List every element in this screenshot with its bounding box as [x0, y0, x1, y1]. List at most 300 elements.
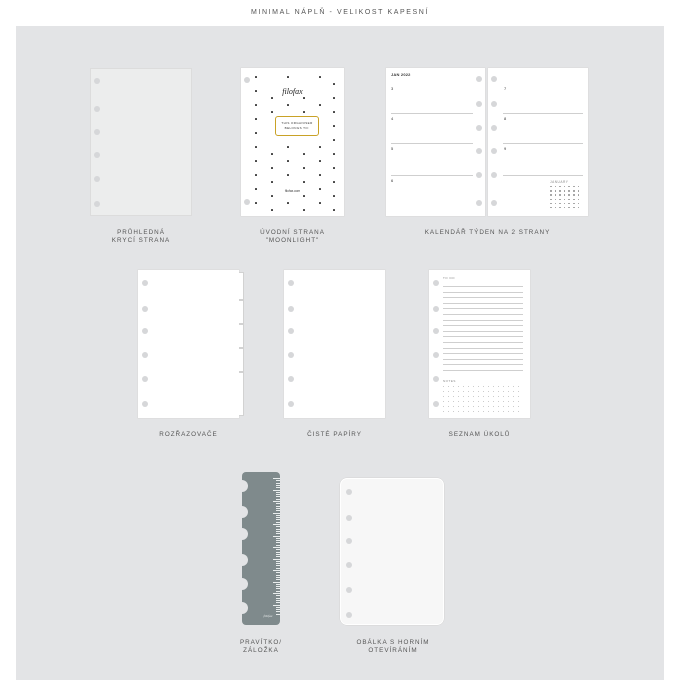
day-number: 5 — [391, 146, 394, 151]
ruler-body — [242, 472, 280, 625]
notes-dot — [518, 391, 519, 392]
notes-heading: NOTES — [443, 379, 456, 383]
ruler-tick — [276, 600, 280, 601]
star-dot — [271, 195, 273, 197]
ruler-tick — [276, 563, 280, 564]
week-calendar-caption: KALENDÁŘ TÝDEN NA 2 STRANY — [424, 229, 551, 236]
notes-dot — [448, 386, 449, 387]
todo-line — [443, 336, 523, 337]
notes-dot — [443, 386, 444, 387]
ring-hole — [476, 101, 482, 107]
ring-hole — [433, 401, 439, 407]
notes-dot — [508, 401, 509, 402]
envelope-caption — [332, 639, 454, 655]
star-dot — [333, 83, 335, 85]
ruler-tick — [276, 519, 280, 520]
notes-dot — [473, 386, 474, 387]
notes-dot — [518, 396, 519, 397]
week-calendar-left-page — [386, 68, 485, 216]
ring-hole — [288, 280, 294, 286]
todo-line — [443, 292, 523, 293]
ruler-tick — [276, 503, 280, 504]
mini-calendar-cell — [568, 194, 570, 195]
mini-calendar-cell — [559, 190, 561, 191]
caption-line: OBÁLKA S HORNÍM — [356, 639, 430, 646]
ruler-tick — [276, 483, 280, 484]
ring-hole — [94, 106, 100, 112]
ruler-tick — [276, 565, 280, 566]
star-dot — [287, 104, 289, 106]
star-dot — [333, 125, 335, 127]
notes-dot — [468, 391, 469, 392]
notes-dot — [488, 401, 489, 402]
notes-dot — [478, 386, 479, 387]
todo-list-sheet — [429, 270, 530, 418]
ruler-tick — [276, 492, 280, 493]
ring-hole — [433, 376, 439, 382]
ruler-tick — [276, 602, 280, 603]
notes-dot — [453, 411, 454, 412]
star-dot — [287, 160, 289, 162]
mini-calendar-cell — [550, 207, 552, 208]
week-calendar-item[interactable] — [386, 68, 589, 218]
ruler-tick — [276, 609, 280, 610]
mini-calendar-cell — [564, 190, 566, 191]
mini-calendar-cell — [564, 186, 566, 187]
ruler-tick — [276, 540, 280, 541]
ruler-tick — [276, 499, 280, 500]
notes-dot — [503, 411, 504, 412]
caption-line: PRAVÍTKO/ — [239, 639, 283, 646]
notes-dot — [468, 396, 469, 397]
mini-calendar-cell — [555, 190, 557, 191]
ring-hole — [491, 172, 497, 178]
ring-hole — [491, 101, 497, 107]
star-dot — [333, 139, 335, 141]
mini-calendar-cell — [550, 203, 552, 204]
mini-calendar-cell — [555, 207, 557, 208]
ruler-tick — [273, 478, 280, 479]
notes-dot — [473, 401, 474, 402]
todo-line — [443, 320, 523, 321]
ruler-tick — [276, 588, 280, 589]
ring-hole — [346, 515, 352, 521]
notes-dot — [483, 396, 484, 397]
ruler-tick — [273, 582, 280, 583]
notes-dot — [473, 396, 474, 397]
ruler-tick — [276, 494, 280, 495]
star-dot — [271, 111, 273, 113]
star-dot — [333, 181, 335, 183]
notes-dot — [488, 411, 489, 412]
todo-line — [443, 364, 523, 365]
ruler-tick — [276, 517, 280, 518]
ruler-tick — [273, 559, 280, 560]
notes-dot — [448, 396, 449, 397]
mini-calendar-cell — [578, 207, 580, 208]
mini-calendar-cell — [550, 186, 552, 187]
page-title: MINIMAL NÁPLŇ - VELIKOST KAPESNÍ — [250, 9, 429, 16]
notes-dot — [518, 401, 519, 402]
calendar-month-heading: JAN 2022 — [391, 72, 411, 77]
todo-line — [443, 359, 523, 360]
ring-notch — [236, 528, 248, 540]
ruler-tick — [276, 487, 280, 488]
notes-dot — [503, 401, 504, 402]
ruler-tick — [273, 605, 280, 606]
ring-hole — [142, 352, 148, 358]
notes-dot — [453, 406, 454, 407]
ring-hole — [94, 78, 100, 84]
star-dot — [303, 181, 305, 183]
ring-hole — [244, 199, 250, 205]
ruler-tick — [276, 496, 280, 497]
ring-hole — [94, 152, 100, 158]
ring-hole — [433, 306, 439, 312]
star-dot — [319, 104, 321, 106]
ruler-tick — [273, 593, 280, 594]
ring-hole — [94, 176, 100, 182]
ruler-tick — [276, 542, 280, 543]
divider-sheet — [138, 270, 239, 418]
todo-line — [443, 297, 523, 298]
star-dot — [333, 153, 335, 155]
divider-tab — [239, 300, 244, 324]
mini-calendar-cell — [573, 207, 575, 208]
ruler-tick — [276, 508, 280, 509]
owner-label-line2: BELONGS TO: — [284, 126, 310, 130]
notes-dot — [453, 391, 454, 392]
ruler-tick — [276, 538, 280, 539]
ring-hole — [476, 148, 482, 154]
ring-hole — [346, 612, 352, 618]
todo-line — [443, 353, 523, 354]
day-number: 4 — [391, 116, 394, 121]
plain-paper-item[interactable] — [284, 270, 385, 420]
mini-calendar-cell — [573, 186, 575, 187]
notes-dot — [493, 396, 494, 397]
ruler-tick — [273, 536, 280, 537]
notes-dot — [463, 406, 464, 407]
star-dot — [271, 181, 273, 183]
star-dot — [287, 146, 289, 148]
star-dot — [303, 195, 305, 197]
notes-dot — [508, 396, 509, 397]
notes-dot — [513, 406, 514, 407]
mini-calendar-cell — [555, 199, 557, 200]
product-panel — [16, 26, 664, 680]
ring-hole — [476, 172, 482, 178]
ring-hole — [346, 489, 352, 495]
star-dot — [255, 202, 257, 204]
notes-dot — [493, 391, 494, 392]
notes-dot — [468, 401, 469, 402]
todo-line — [443, 286, 523, 287]
moonlight-intro-sheet — [241, 68, 344, 216]
ruler-tick — [273, 524, 280, 525]
day-divider — [503, 175, 583, 176]
caption-line: OTEVÍRÁNÍM — [368, 647, 418, 654]
envelope-sheet — [340, 478, 444, 625]
todo-list-item[interactable] — [429, 270, 530, 420]
star-dot — [271, 167, 273, 169]
day-divider — [391, 113, 473, 114]
todo-list-caption: SEZNAM ÚKOLŮ — [448, 431, 511, 438]
plain-paper-caption: ČISTÉ PAPÍRY — [307, 431, 362, 438]
notes-dot — [498, 391, 499, 392]
mini-calendar-cell — [550, 194, 552, 195]
notes-dot — [458, 396, 459, 397]
notes-dot — [498, 386, 499, 387]
ruler-brand: filofax — [263, 614, 273, 618]
notes-dot — [463, 386, 464, 387]
star-dot — [255, 118, 257, 120]
notes-dot — [503, 391, 504, 392]
mini-calendar-cell — [559, 194, 561, 195]
star-dot — [303, 209, 305, 211]
mini-calendar-cell — [573, 199, 575, 200]
mini-calendar-cell — [573, 194, 575, 195]
notes-dot — [493, 406, 494, 407]
ruler-tick — [273, 490, 280, 491]
mini-calendar-cell — [578, 194, 580, 195]
mini-calendar-cell — [568, 207, 570, 208]
notes-dot — [468, 406, 469, 407]
todo-line — [443, 308, 523, 309]
mini-calendar-cell — [564, 194, 566, 195]
notes-dot — [483, 411, 484, 412]
notes-dot — [488, 406, 489, 407]
ring-hole — [142, 328, 148, 334]
ring-hole — [346, 587, 352, 593]
notes-dot — [458, 386, 459, 387]
star-dot — [287, 174, 289, 176]
star-dot — [255, 104, 257, 106]
divider-tab — [239, 348, 244, 372]
ring-hole — [288, 401, 294, 407]
star-dot — [303, 97, 305, 99]
star-dot — [319, 146, 321, 148]
mini-month-heading: JANUARY — [550, 180, 569, 184]
notes-dot — [488, 386, 489, 387]
star-dot — [303, 153, 305, 155]
notes-dot — [518, 406, 519, 407]
ruler-tick — [276, 522, 280, 523]
star-dot — [255, 146, 257, 148]
ruler-tick — [276, 552, 280, 553]
todo-line — [443, 348, 523, 349]
ruler-tick — [276, 506, 280, 507]
notes-dot — [503, 396, 504, 397]
notes-dot — [443, 406, 444, 407]
notes-dot — [448, 391, 449, 392]
ruler-tick — [276, 480, 280, 481]
mini-calendar-cell — [559, 207, 561, 208]
ruler-tick — [276, 529, 280, 530]
notes-dot — [453, 401, 454, 402]
notes-dot — [503, 386, 504, 387]
ruler-tick — [276, 572, 280, 573]
notes-dot — [453, 396, 454, 397]
notes-dot — [478, 411, 479, 412]
ring-hole — [491, 148, 497, 154]
mini-calendar-cell — [573, 203, 575, 204]
ruler-tick — [273, 501, 280, 502]
ring-hole — [142, 280, 148, 286]
notes-dot — [468, 411, 469, 412]
notes-dot — [473, 391, 474, 392]
mini-calendar-cell — [564, 207, 566, 208]
todo-line — [443, 342, 523, 343]
ring-hole — [476, 76, 482, 82]
ring-hole — [491, 125, 497, 131]
ruler-tick — [276, 586, 280, 587]
caption-line: ZÁLOŽKA — [243, 647, 279, 654]
ring-notch — [236, 602, 248, 614]
mini-calendar-cell — [559, 199, 561, 200]
caption-line: PRŮHLEDNÁ — [117, 229, 165, 236]
ruler-tick — [276, 575, 280, 576]
ring-hole — [244, 77, 250, 83]
ruler-tick — [276, 526, 280, 527]
notes-dot — [463, 396, 464, 397]
mini-calendar-cell — [578, 203, 580, 204]
notes-dot — [478, 401, 479, 402]
mini-calendar-cell — [555, 194, 557, 195]
notes-dot — [458, 411, 459, 412]
notes-dot — [498, 396, 499, 397]
ring-hole — [142, 401, 148, 407]
notes-dot — [493, 401, 494, 402]
mini-calendar-cell — [550, 190, 552, 191]
caption-line: "MOONLIGHT" — [265, 237, 320, 244]
star-dot — [303, 167, 305, 169]
ruler-tick — [273, 513, 280, 514]
notes-dot — [448, 406, 449, 407]
ring-hole — [288, 376, 294, 382]
ring-hole — [346, 562, 352, 568]
star-dot — [287, 202, 289, 204]
ruler-tick — [276, 598, 280, 599]
notes-dot — [508, 391, 509, 392]
notes-dot — [463, 411, 464, 412]
ring-hole — [476, 200, 482, 206]
mini-calendar-cell — [564, 199, 566, 200]
notes-dot — [443, 401, 444, 402]
mini-calendar-cell — [559, 186, 561, 187]
notes-dot — [498, 406, 499, 407]
dividers-item[interactable] — [138, 270, 246, 420]
ring-hole — [491, 200, 497, 206]
day-divider — [503, 143, 583, 144]
star-dot — [319, 160, 321, 162]
ruler-tick — [273, 547, 280, 548]
star-dot — [287, 76, 289, 78]
notes-dot — [463, 401, 464, 402]
day-divider — [503, 113, 583, 114]
day-number: 9 — [504, 146, 507, 151]
ruler-tick — [276, 591, 280, 592]
mini-calendar-cell — [555, 203, 557, 204]
notes-dot — [453, 386, 454, 387]
ring-hole — [142, 306, 148, 312]
notes-dot — [483, 406, 484, 407]
divider-tab — [239, 272, 244, 300]
ruler-tick — [276, 607, 280, 608]
notes-dot — [488, 391, 489, 392]
notes-dot — [483, 401, 484, 402]
todo-heading: TO DO — [443, 276, 455, 280]
caption-line: ÚVODNÍ STRANA — [260, 229, 325, 236]
ring-hole — [433, 328, 439, 334]
ruler-bookmark-item[interactable] — [236, 470, 286, 630]
notes-dot — [443, 391, 444, 392]
week-calendar-right-page — [488, 68, 588, 216]
star-dot — [333, 97, 335, 99]
star-dot — [319, 76, 321, 78]
mini-calendar-cell — [568, 190, 570, 191]
star-dot — [255, 160, 257, 162]
notes-dot — [458, 391, 459, 392]
transparent-cover-item[interactable] — [90, 68, 192, 218]
notes-dot — [463, 391, 464, 392]
ring-notch — [236, 554, 248, 566]
ruler-tick — [276, 533, 280, 534]
envelope-item[interactable] — [340, 478, 446, 628]
star-dot — [255, 174, 257, 176]
notes-dot — [483, 386, 484, 387]
notes-dot — [488, 396, 489, 397]
ruler-tick — [276, 549, 280, 550]
ring-hole — [142, 376, 148, 382]
moonlight-intro-item[interactable] — [241, 68, 344, 218]
notes-dot — [498, 401, 499, 402]
star-dot — [319, 174, 321, 176]
mini-calendar-cell — [578, 199, 580, 200]
plain-paper-sheet — [284, 270, 385, 418]
moonlight-intro-caption — [236, 229, 349, 245]
ruler-tick — [276, 554, 280, 555]
todo-line — [443, 370, 523, 371]
notes-dot — [508, 411, 509, 412]
notes-dot — [448, 401, 449, 402]
caption-line: KRYCÍ STRANA — [111, 237, 171, 244]
day-number: 8 — [504, 116, 507, 121]
ruler-tick — [276, 510, 280, 511]
notes-dot — [513, 401, 514, 402]
star-dot — [271, 153, 273, 155]
notes-dot — [503, 406, 504, 407]
mini-calendar-cell — [555, 186, 557, 187]
transparent-cover-sheet — [90, 68, 192, 216]
day-divider — [391, 143, 473, 144]
notes-dot — [513, 386, 514, 387]
ring-hole — [288, 306, 294, 312]
mini-calendar-cell — [578, 186, 580, 187]
star-dot — [333, 209, 335, 211]
notes-dot — [458, 406, 459, 407]
ring-notch — [236, 480, 248, 492]
ring-hole — [288, 352, 294, 358]
ruler-tick — [276, 577, 280, 578]
ruler-tick — [276, 561, 280, 562]
notes-dot — [513, 391, 514, 392]
notes-dot — [443, 411, 444, 412]
notes-dot — [448, 411, 449, 412]
website-text: filofax.com — [284, 189, 301, 193]
mini-calendar-cell — [573, 190, 575, 191]
notes-dot — [498, 411, 499, 412]
